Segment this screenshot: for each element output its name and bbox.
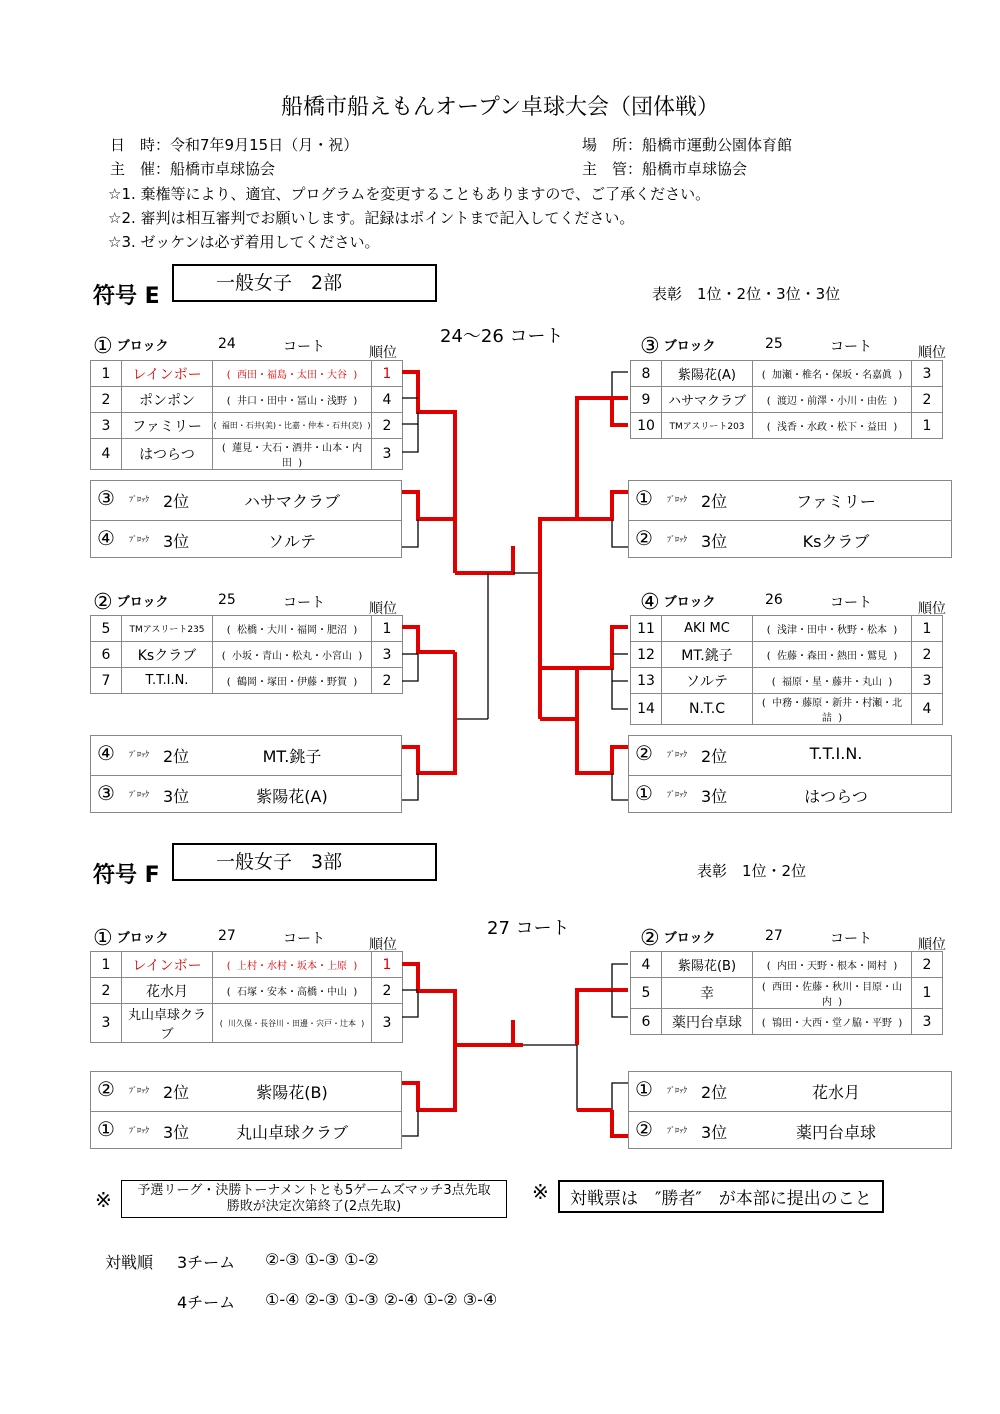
block-court-label: コート	[283, 931, 325, 947]
slot-team: ソルテ	[267, 532, 316, 551]
slot-place: 2位	[701, 492, 728, 511]
section-e-court: 24～26 コート	[440, 326, 564, 347]
order3-label: 3チーム	[177, 1253, 236, 1272]
team-name: ポンポン	[122, 387, 213, 413]
team-name: はつらつ	[122, 439, 213, 470]
team-rank: 1	[912, 413, 943, 439]
block-court-number: 24	[218, 336, 236, 352]
order3-value: ②-③ ①-③ ①-②	[265, 1250, 379, 1269]
bracket-line	[612, 773, 628, 800]
team-name: レインボー	[122, 361, 213, 387]
rank-header: 順位	[918, 937, 946, 953]
team-rank: 1	[912, 616, 943, 642]
team-rank: 2	[912, 952, 943, 978]
bracket-red-e10	[540, 398, 577, 719]
date-value: 令和7年9月15日（月・祝）	[170, 136, 359, 154]
bracket-line	[577, 372, 628, 398]
place-line: 場 所：船橋市運動公園体育館	[582, 136, 793, 154]
slot-block-label: ﾌﾞﾛｯｸ	[129, 750, 149, 759]
team-name: N.T.C	[662, 694, 753, 725]
host-value: 船橋市卓球協会	[170, 160, 276, 178]
slot-block-number: ①	[635, 486, 653, 510]
slot-block-number: ④	[97, 526, 115, 550]
bracket-red-e3	[402, 492, 455, 519]
team-rank: 2	[912, 642, 943, 668]
team-members: ( 小坂・青山・松丸・小宮山 )	[213, 642, 372, 668]
team-members: ( 福原・星・藤井・丸山 )	[753, 668, 912, 694]
slot-team: Ksクラブ	[802, 532, 870, 551]
team-members: ( 鴇田・大西・堂ノ脇・平野 )	[753, 1009, 912, 1035]
team-name: Ksクラブ	[122, 642, 213, 668]
rule-line-2: 勝敗が決定次第終了(2点先取)	[226, 1199, 402, 1214]
team-number: 2	[91, 978, 122, 1004]
slot-team: はつらつ	[804, 787, 868, 806]
team-members: ( 蓮見・大石・酒井・山本・内田 )	[213, 439, 372, 470]
slot-place: 3位	[163, 787, 190, 806]
slot-block-label: ﾌﾞﾛｯｸ	[667, 1126, 687, 1135]
rule-line-1: 予選リーグ・決勝トーナメントとも5ゲームズマッチ3点先取	[137, 1183, 491, 1198]
slot-block-label: ﾌﾞﾛｯｸ	[667, 790, 687, 799]
slot-place: 2位	[701, 747, 728, 766]
team-rank: 1	[372, 361, 403, 387]
place-value: 船橋市運動公園体育館	[642, 136, 793, 154]
rank-header: 順位	[369, 345, 397, 361]
block-number: ④	[640, 590, 660, 615]
rank-header: 順位	[918, 601, 946, 617]
team-name: ソルテ	[662, 668, 753, 694]
team-number: 10	[631, 413, 662, 439]
page-title: 船橋市船えもんオープン卓球大会（団体戦）	[280, 95, 720, 120]
slot-block-label: ﾌﾞﾛｯｸ	[129, 535, 149, 544]
block-label: ブロック	[663, 931, 716, 946]
bracket-red-e6	[488, 546, 513, 573]
team-members: ( 浅津・田中・秋野・松本 )	[753, 616, 912, 642]
team-rank: 3	[372, 642, 403, 668]
slot-block-label: ﾌﾞﾛｯｸ	[667, 750, 687, 759]
team-rank: 1	[372, 952, 403, 978]
order4-label: 4チーム	[177, 1293, 236, 1312]
section-e-code: 符号 E	[93, 284, 160, 309]
bracket-red-e2	[402, 627, 455, 652]
note-2: ☆2. 審判は相互審判でお願いします。記録はポイントまで記入してください。	[108, 209, 635, 227]
bracket-red-e9	[577, 492, 628, 519]
team-members: ( 浅香・水政・松下・益田 )	[753, 413, 912, 439]
block-number: ③	[640, 334, 660, 359]
note-3: ☆3. ゼッケンは必ず着用してください。	[108, 233, 380, 251]
block-label: ブロック	[116, 931, 169, 946]
team-number: 11	[631, 616, 662, 642]
slot-block-label: ﾌﾞﾛｯｸ	[129, 1126, 149, 1135]
slot-place: 2位	[163, 492, 190, 511]
team-rank: 1	[372, 616, 403, 642]
team-members: ( 西田・佐藤・秋川・目原・山内 )	[753, 978, 912, 1009]
bracket-red-e1	[402, 372, 455, 573]
bracket-line	[612, 681, 628, 709]
bracket-line	[402, 991, 418, 1017]
slot-block-number: ②	[635, 526, 653, 550]
bracket-line	[402, 412, 418, 424]
block-label: ブロック	[663, 595, 716, 610]
team-number: 6	[91, 642, 122, 668]
slot-block-number: ④	[97, 741, 115, 765]
section-e-award: 表彰 1位・2位・3位・3位	[652, 285, 841, 303]
team-number: 3	[91, 1004, 122, 1043]
team-rank: 1	[912, 978, 943, 1009]
block-label: ブロック	[663, 339, 716, 354]
slot-place: 3位	[163, 1123, 190, 1142]
block-court-number: 26	[765, 592, 783, 608]
team-members: ( 石塚・安本・高橋・中山 )	[213, 978, 372, 1004]
team-number: 13	[631, 668, 662, 694]
bracket-red-f2	[402, 1045, 455, 1110]
team-rank: 2	[372, 668, 403, 694]
slot-block-label: ﾌﾞﾛｯｸ	[667, 495, 687, 504]
team-number: 6	[631, 1009, 662, 1035]
team-name: 花水月	[122, 978, 213, 1004]
bracket-red-f1	[402, 964, 455, 1045]
team-name: 丸山卓球クラブ	[122, 1004, 213, 1043]
block-court-number: 25	[765, 336, 783, 352]
team-name: MT.銚子	[662, 642, 753, 668]
block-court-label: コート	[830, 595, 872, 611]
team-members: ( 中務・藤原・新井・村瀬・北詰 )	[753, 694, 912, 725]
team-name: レインボー	[122, 952, 213, 978]
team-name: 紫陽花(B)	[662, 952, 753, 978]
slot-block-number: ①	[635, 1077, 653, 1101]
slot-block-label: ﾌﾞﾛｯｸ	[129, 790, 149, 799]
slot-team: T.T.I.N.	[809, 744, 863, 763]
slot-block-number: ①	[635, 781, 653, 805]
team-name: T.T.I.N.	[122, 668, 213, 694]
team-members: ( 松橋・大川・福岡・肥沼 )	[213, 616, 372, 642]
block-court-number: 25	[218, 592, 236, 608]
bracket-line	[612, 990, 628, 1017]
slot-block-label: ﾌﾞﾛｯｸ	[667, 535, 687, 544]
block-court-label: コート	[283, 595, 325, 611]
slot-place: 2位	[701, 1083, 728, 1102]
team-number: 5	[631, 978, 662, 1009]
rank-header: 順位	[369, 601, 397, 617]
team-members: ( 上村・水村・坂本・上原 )	[213, 952, 372, 978]
slot-block-number: ③	[97, 781, 115, 805]
slot-block-number: ②	[635, 1117, 653, 1141]
bracket-line	[577, 964, 628, 990]
team-number: 1	[91, 952, 122, 978]
team-members: ( 佐藤・森田・熱田・鷲見 )	[753, 642, 912, 668]
team-members: ( 福田・石井(美)・比嘉・仲本・石井(克) )	[213, 413, 372, 439]
team-name: 薬円台卓球	[662, 1009, 753, 1035]
slot-team: 薬円台卓球	[795, 1123, 876, 1142]
slot-team: ファミリー	[796, 492, 876, 511]
section-f-award: 表彰 1位・2位	[697, 862, 807, 880]
slot-team: ハサマクラブ	[243, 492, 340, 511]
bracket-line	[402, 1110, 418, 1136]
manage-value: 船橋市卓球協会	[642, 160, 748, 178]
team-rank: 3	[912, 361, 943, 387]
slot-place: 2位	[163, 747, 190, 766]
team-number: 12	[631, 642, 662, 668]
slot-block-label: ﾌﾞﾛｯｸ	[667, 1086, 687, 1095]
block-court-number: 27	[765, 928, 783, 944]
slot-block-label: ﾌﾞﾛｯｸ	[129, 1086, 149, 1095]
block-label: ブロック	[116, 595, 169, 610]
note-1: ☆1. 棄権等により、適宜、プログラムを変更することもありますので、ご了承ください。	[108, 185, 711, 203]
block-number: ②	[93, 590, 113, 615]
team-name: ファミリー	[122, 413, 213, 439]
rank-header: 順位	[369, 937, 397, 953]
team-name: TMアスリート203	[662, 413, 753, 439]
section-f-court: 27 コート	[487, 918, 570, 939]
section-e-category: 一般女子 2部	[172, 264, 437, 302]
slot-team: 紫陽花(A)	[256, 787, 328, 806]
submit-mark: ※	[532, 1180, 549, 1204]
bracket-line	[402, 424, 418, 452]
bracket-line	[577, 1045, 628, 1110]
team-number: 4	[91, 439, 122, 470]
team-rank: 3	[912, 668, 943, 694]
bracket-line	[612, 519, 628, 547]
team-members: ( 加瀬・椎名・保坂・名嘉眞 )	[753, 361, 912, 387]
team-members: ( 井口・田中・冨山・浅野 )	[213, 387, 372, 413]
bracket-line	[402, 773, 418, 800]
team-number: 3	[91, 413, 122, 439]
order4-value: ①-④ ②-③ ①-③ ②-④ ①-② ③-④	[265, 1290, 498, 1309]
team-rank: 3	[912, 1009, 943, 1035]
bracket-red-f6	[612, 1110, 628, 1136]
team-rank: 2	[912, 387, 943, 413]
manage-line: 主 管：船橋市卓球協会	[582, 160, 748, 178]
team-name: 紫陽花(A)	[662, 361, 753, 387]
slot-block-number: ③	[97, 486, 115, 510]
bracket-red-e4	[402, 652, 455, 773]
slot-block-number: ②	[97, 1077, 115, 1101]
team-rank: 4	[372, 387, 403, 413]
submit-box: 対戦票は ″勝者″ が本部に提出のこと	[558, 1180, 884, 1213]
bracket-line	[402, 519, 418, 547]
team-rank: 2	[372, 978, 403, 1004]
block-court-label: コート	[283, 339, 325, 355]
team-members: ( 川久保・長谷川・田邊・宍戸・辻本 )	[213, 1004, 372, 1043]
section-f-category: 一般女子 3部	[172, 843, 437, 881]
slot-place: 2位	[163, 1083, 190, 1102]
team-number: 4	[631, 952, 662, 978]
team-members: ( 内田・天野・根本・岡村 )	[753, 952, 912, 978]
block-number: ①	[93, 926, 113, 951]
bracket-line	[612, 668, 628, 681]
team-number: 1	[91, 361, 122, 387]
block-number: ①	[93, 334, 113, 359]
team-members: ( 西田・福島・太田・大谷 )	[213, 361, 372, 387]
bracket-line	[402, 654, 418, 681]
slot-block-label: ﾌﾞﾛｯｸ	[129, 495, 149, 504]
team-name: AKI MC	[662, 616, 753, 642]
date-line: 日 時：令和7年9月15日（月・祝）	[110, 136, 359, 154]
team-name: TMアスリート235	[122, 616, 213, 642]
slot-place: 3位	[701, 787, 728, 806]
block-court-number: 27	[218, 928, 236, 944]
host-line: 主 催：船橋市卓球協会	[110, 160, 276, 178]
block-label: ブロック	[116, 339, 169, 354]
slot-place: 3位	[701, 532, 728, 551]
team-name: 幸	[662, 978, 753, 1009]
slot-place: 3位	[701, 1123, 728, 1142]
rank-header: 順位	[918, 345, 946, 361]
slot-team: 紫陽花(B)	[256, 1083, 328, 1102]
slot-block-number: ①	[97, 1117, 115, 1141]
bracket-red-e11	[577, 627, 628, 668]
slot-team: 丸山卓球クラブ	[235, 1123, 348, 1142]
block-number: ②	[640, 926, 660, 951]
team-members: ( 渡辺・前澤・小川・由佐 )	[753, 387, 912, 413]
block-court-label: コート	[830, 931, 872, 947]
bracket-red-e8	[612, 398, 628, 425]
slot-team: 花水月	[811, 1083, 860, 1102]
team-rank: 4	[912, 694, 943, 725]
bracket-line	[455, 652, 488, 719]
slot-block-number: ②	[635, 741, 653, 765]
order-label: 対戦順	[105, 1253, 154, 1272]
team-rank: 3	[372, 1004, 403, 1043]
team-members: ( 鶴岡・塚田・伊藤・野賀 )	[213, 668, 372, 694]
team-number: 7	[91, 668, 122, 694]
team-name: ハサマクラブ	[662, 387, 753, 413]
team-number: 2	[91, 387, 122, 413]
block-court-label: コート	[830, 339, 872, 355]
team-number: 5	[91, 616, 122, 642]
slot-team: MT.銚子	[262, 747, 322, 766]
team-rank: 3	[372, 439, 403, 470]
team-number: 14	[631, 694, 662, 725]
rule-mark: ※	[95, 1188, 112, 1212]
team-number: 9	[631, 387, 662, 413]
slot-place: 3位	[163, 532, 190, 551]
section-f-code: 符号 F	[93, 863, 160, 888]
team-rank: 2	[372, 413, 403, 439]
team-number: 8	[631, 361, 662, 387]
